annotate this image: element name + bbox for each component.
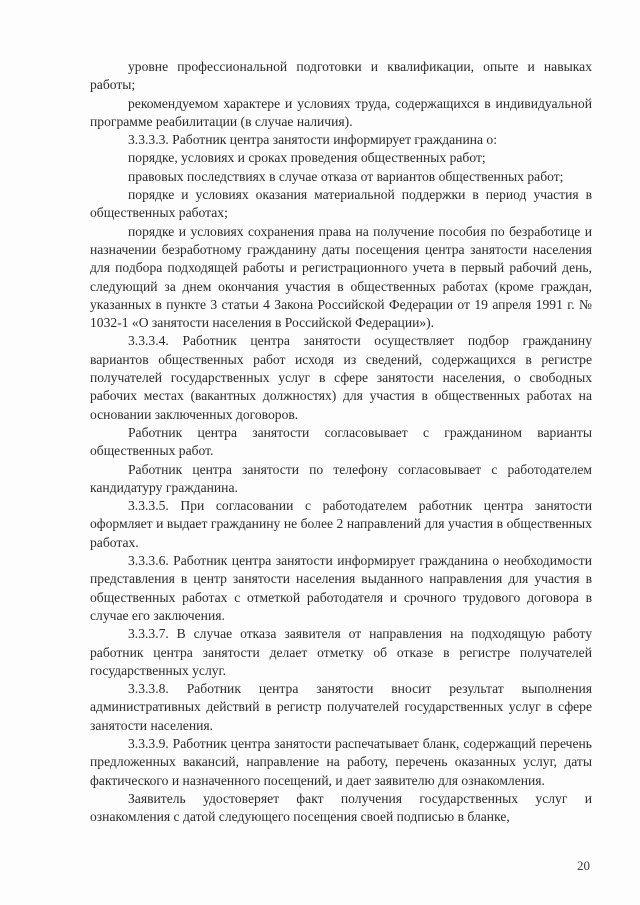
paragraph: 3.3.3.9. Работник центра занятости распечатывает бланк, содержащий перечень предложенных вакансий, направление на работу, перечень оказанных услуг, даты фактического и назначенного посещений, и дает заявителю для ознакомления. [90,735,592,788]
paragraph: 3.3.3.8. Работник центра занятости вносит результат выполнения административных действий в регистр получателей государственных услуг в сфере занятости населения. [90,681,592,733]
paragraph: Работник центра занятости согласовывает с гражданином варианты общественных работ. [90,424,592,459]
document-body [90,58,592,826]
paragraph: 3.3.3.4. Работник центра занятости осуществляет подбор гражданину вариантов общественных работ исходя из сведений, содержащихся в регистре получателей государственных услуг в сфере занятости населения, о свободных рабочих местах (вакантных должностях) для участия в общественных работах на основании заключенных договоров. [90,333,592,422]
paragraph: порядке и условиях сохранения права на получение пособия по безработице и назначении безработному гражданину даты посещения центра занятости населения для подбора подходящей работы и регистрационного учета в первый рабочий день, следующий за днем окончания участия в общественных работах (кроме граждан, указанных в пункте 3 статьи 4 Закона Российской Федерации от 19 апреля 1991 г. № 1032-1 «О занятости населения в Российской Федерации»). [90,223,592,331]
paragraph: рекомендуемом характере и условиях труда, содержащихся в индивидуальной программе реабилитации (в случае наличия). [90,95,592,129]
paragraph: уровне профессиональной подготовки и квалификации, опыте и навыках работы; [90,59,592,93]
page-number: 20 [577,858,590,873]
paragraph: 3.3.3.6. Работник центра занятости информирует гражданина о необходимости представления в центр занятости населения выданного направления для участия в общественных работах с отметкой работодателя и срочного трудового договора в случае его заключения. [90,553,592,623]
paragraph: 3.3.3.7. В случае отказа заявителя от направления на подходящую работу работник центра занятости делает отметку об отказе в регистре получателей государственных услуг. [90,626,592,678]
paragraph: 3.3.3.5. При согласовании с работодателем работник центра занятости оформляет и выдает гражданину не более 2 направлений для участия в общественных работах. [90,498,592,550]
paragraph: порядке и условиях оказания материальной поддержки в период участия в общественных работах; [90,187,592,221]
paragraph: 3.3.3.3. Работник центра занятости информирует гражданина о: [128,132,498,148]
paragraph: Работник центра занятости по телефону согласовывает с работодателем кандидатуру гражданина. [90,461,592,495]
paragraph: порядке, условиях и сроках проведения общественных работ; [128,150,486,166]
paragraph: правовых последствиях в случае отказа от вариантов общественных работ; [128,168,564,184]
paragraph: Заявитель удостоверяет факт получения государственных услуг и ознакомления с датой следующего посещения своей подписью в бланке, [90,790,592,825]
